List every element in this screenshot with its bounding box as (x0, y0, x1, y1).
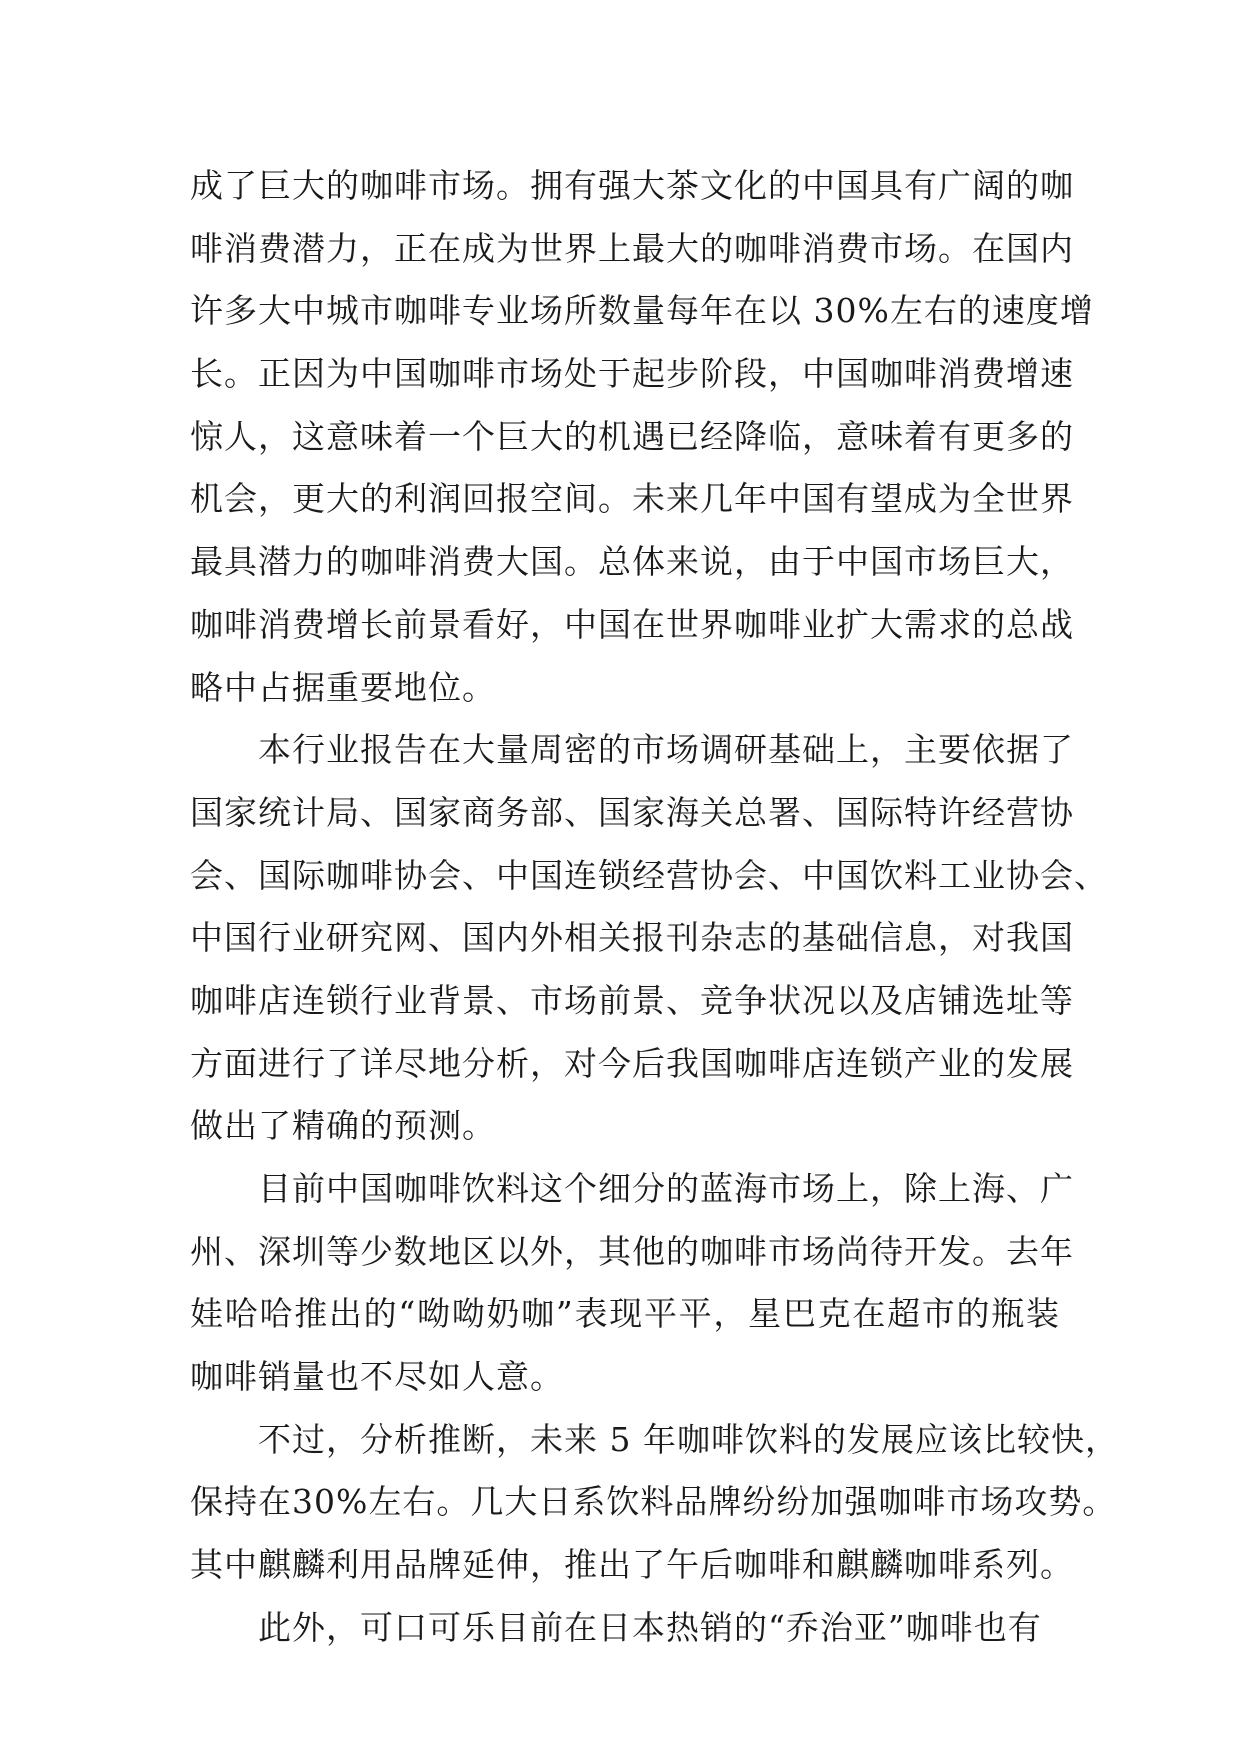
text-line: 国家统计局、国家商务部、国家海关总署、国际特许经营协 (190, 792, 1074, 832)
text-line: 保持在30%左右。几大日系饮料品牌纷纷加强咖啡市场攻势。 (190, 1482, 1117, 1522)
text-line: 咖啡店连锁行业背景、市场前景、竞争状况以及店铺选址等 (190, 980, 1074, 1020)
paragraph (190, 1597, 1060, 1660)
text-line: 许多大中城市咖啡专业场所数量每年在以 30%左右的速度增 (190, 291, 1094, 331)
text-line: 本行业报告在大量周密的市场调研基础上，主要依据了 (258, 730, 1074, 770)
text-line: 啡消费潜力，正在成为世界上最大的咖啡消费市场。在国内 (190, 228, 1074, 268)
text-line: 此外，可口可乐目前在日本热销的“乔治亚”咖啡也有 (258, 1607, 1042, 1647)
text-line: 惊人，这意味着一个巨大的机遇已经降临，意味着有更多的 (190, 416, 1074, 456)
text-line: 做出了精确的预测。 (190, 1106, 496, 1146)
text-line: 州、深圳等少数地区以外，其他的咖啡市场尚待开发。去年 (190, 1231, 1074, 1271)
text-line: 咖啡销量也不尽如人意。 (190, 1357, 564, 1397)
text-line: 方面进行了详尽地分析，对今后我国咖啡店连锁产业的发展 (190, 1043, 1074, 1083)
paragraph (190, 1409, 1119, 1597)
text-line: 略中占据重要地位。 (190, 667, 496, 707)
paragraph (190, 155, 1094, 719)
text-line: 成了巨大的咖啡市场。拥有强大茶文化的中国具有广阔的咖 (190, 166, 1074, 205)
text-line: 中国行业研究网、国内外相关报刊杂志的基础信息，对我国 (190, 918, 1074, 958)
text-line: 娃哈哈推出的“呦呦奶咖”表现平平，星巴克在超市的瓶装 (190, 1294, 1060, 1334)
text-line: 会、国际咖啡协会、中国连锁经营协会、中国饮料工业协会、 (190, 855, 1108, 895)
document-body (190, 155, 1119, 1660)
text-line: 不过，分析推断，未来 5 年咖啡饮料的发展应该比较快， (258, 1419, 1119, 1459)
text-line: 最具潜力的咖啡消费大国。总体来说，由于中国市场巨大， (190, 542, 1074, 582)
text-line: 咖啡消费增长前景看好，中国在世界咖啡业扩大需求的总战 (190, 604, 1074, 644)
text-line: 目前中国咖啡饮料这个细分的蓝海市场上，除上海、广 (258, 1169, 1074, 1208)
text-line: 其中麒麟利用品牌延伸，推出了午后咖啡和麒麟咖啡系列。 (190, 1545, 1074, 1585)
text-line: 长。正因为中国咖啡市场处于起步阶段，中国咖啡消费增速 (190, 354, 1074, 394)
text-line: 机会，更大的利润回报空间。未来几年中国有望成为全世界 (190, 479, 1074, 519)
paragraph (190, 1158, 1074, 1409)
paragraph (190, 719, 1108, 1158)
